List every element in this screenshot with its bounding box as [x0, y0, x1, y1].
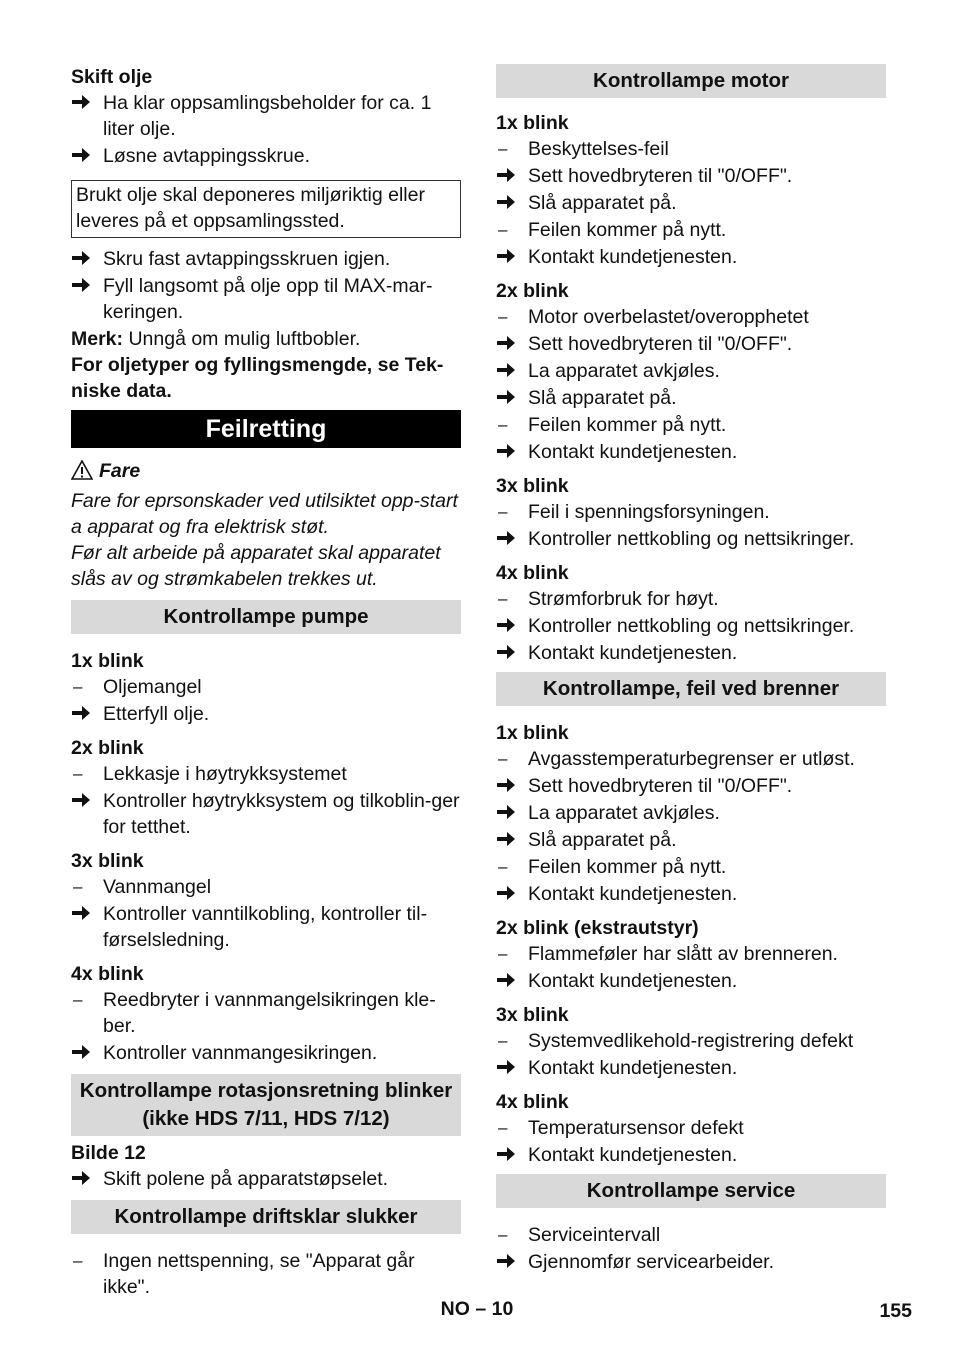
list-item — [496, 941, 886, 967]
ready-section-title: Kontrollampe driftsklar slukker — [71, 1200, 461, 1234]
dash-bullet-icon: – — [498, 1118, 508, 1137]
list-item-text: Kontakt kundetjenesten. — [528, 642, 738, 664]
list-item — [496, 190, 886, 216]
list-item — [496, 217, 886, 243]
list-item-text: Feilen kommer på nytt. — [528, 219, 727, 241]
pump-section-title: Kontrollampe pumpe — [71, 600, 461, 634]
footer-num: 10 — [491, 1298, 514, 1320]
arrow-right-icon — [496, 385, 522, 411]
blink-heading: 3x blink — [71, 850, 144, 872]
dash-bullet-icon: – — [73, 877, 83, 896]
list-item-text: Kontakt kundetjenesten. — [528, 883, 738, 905]
dash-bullet-icon: – — [498, 220, 508, 239]
arrow-right-icon — [496, 1142, 522, 1168]
dash-bullet-icon: – — [498, 139, 508, 158]
list-item-text: Kontroller nettkobling og nettsikringer. — [528, 615, 855, 637]
list-item — [496, 1249, 886, 1275]
list-item — [71, 246, 461, 272]
list-item-text: Temperatursensor defekt — [528, 1117, 744, 1139]
merk-text: Unngå om mulig luftbobler. — [123, 328, 361, 350]
merk-label: Merk: — [71, 328, 124, 350]
arrow-right-icon — [71, 246, 97, 272]
warning-label: Fare — [99, 460, 141, 482]
list-item-text: Feilen kommer på nytt. — [528, 856, 727, 878]
arrow-right-icon — [71, 1166, 97, 1192]
list-item-text: La apparatet avkjøles. — [528, 802, 720, 824]
list-item — [496, 854, 886, 880]
figure-reference: Bilde 12 — [71, 1142, 146, 1164]
dash-bullet-icon: – — [73, 990, 83, 1009]
dash-bullet-icon: – — [498, 502, 508, 521]
footer-label — [0, 1296, 954, 1322]
list-item — [496, 412, 886, 438]
list-item — [71, 273, 461, 325]
list-item-text: Sett hovedbryteren til "0/OFF". — [528, 333, 793, 355]
list-item-text: Sett hovedbryteren til "0/OFF". — [528, 775, 793, 797]
list-item — [496, 613, 886, 639]
arrow-right-icon — [496, 358, 522, 384]
list-item — [496, 358, 886, 384]
list-item — [496, 136, 886, 162]
list-item — [496, 439, 886, 465]
list-item-text: Løsne avtappingsskrue. — [103, 145, 311, 167]
list-item-text: Slå apparatet på. — [528, 192, 677, 214]
arrow-right-icon — [71, 901, 97, 927]
dash-bullet-icon: – — [73, 764, 83, 783]
list-item-text: Feil i spenningsforsyningen. — [528, 501, 770, 523]
merk-line — [71, 326, 461, 352]
arrow-right-icon — [496, 613, 522, 639]
list-item — [496, 1028, 886, 1054]
dash-bullet-icon: – — [498, 944, 508, 963]
list-item-text: Reedbryter i vannmangelsikringen kle-ber. — [103, 989, 436, 1037]
warning-triangle-icon — [71, 460, 93, 480]
list-item — [496, 1142, 886, 1168]
list-item-text: Lekkasje i høytrykksystemet — [103, 763, 347, 785]
list-item — [71, 788, 461, 840]
list-item — [496, 304, 886, 330]
blink-heading: 3x blink — [496, 1004, 569, 1026]
list-item — [496, 773, 886, 799]
list-item-text: Kontroller nettkobling og nettsikringer. — [528, 528, 855, 550]
list-item-text: Slå apparatet på. — [528, 829, 677, 851]
service-section-title: Kontrollampe service — [496, 1174, 886, 1208]
list — [71, 246, 461, 325]
list-item-text: Avgasstemperaturbegrenser er utløst. — [528, 748, 855, 770]
list-item — [496, 1115, 886, 1141]
burner-section-title: Kontrollampe, feil ved brenner — [496, 672, 886, 706]
list-item-text: Kontroller vannmangesikringen. — [103, 1042, 378, 1064]
list-item-text: Kontakt kundetjenesten. — [528, 441, 738, 463]
list-item — [496, 800, 886, 826]
list — [496, 1222, 886, 1275]
dash-bullet-icon: – — [498, 857, 508, 876]
list-item — [71, 1040, 461, 1066]
list-item — [496, 526, 886, 552]
skift-olje-heading: Skift olje — [71, 66, 153, 88]
arrow-right-icon — [496, 244, 522, 270]
page-number: 155 — [879, 1300, 912, 1322]
arrow-right-icon — [496, 526, 522, 552]
list-item — [71, 674, 461, 700]
arrow-right-icon — [496, 1249, 522, 1275]
list-item — [496, 385, 886, 411]
dash-bullet-icon: – — [498, 1031, 508, 1050]
arrow-right-icon — [496, 773, 522, 799]
list-item — [496, 586, 886, 612]
list-item — [496, 640, 886, 666]
left-column — [71, 64, 461, 1301]
list-item-text: Slå apparatet på. — [528, 387, 677, 409]
arrow-right-icon — [496, 881, 522, 907]
list-item — [496, 163, 886, 189]
list-item-text: Gjennomfør servicearbeider. — [528, 1251, 775, 1273]
dash-bullet-icon: – — [73, 677, 83, 696]
list — [71, 90, 461, 169]
list-item-text: Flammeføler har slått av brenneren. — [528, 943, 838, 965]
blink-heading: 4x blink — [496, 562, 569, 584]
list-item-text: Sett hovedbryteren til "0/OFF". — [528, 165, 793, 187]
list — [71, 1248, 461, 1300]
dash-bullet-icon: – — [498, 1225, 508, 1244]
list-item-text: Ha klar oppsamlingsbeholder for ca. 1 liter olje. — [103, 92, 432, 140]
note-box: Brukt olje skal deponeres miljøriktig eller leveres på et oppsamlingssted. — [71, 180, 461, 238]
list-item — [71, 901, 461, 953]
list-item — [496, 1055, 886, 1081]
warning-text: Før alt arbeide på apparatet skal apparatet slås av og strømkabelen trekkes ut. — [71, 542, 441, 590]
motor-section-title: Kontrollampe motor — [496, 64, 886, 98]
arrow-right-icon — [496, 827, 522, 853]
list-item-text: Skru fast avtappingsskruen igjen. — [103, 248, 391, 270]
list-item-text: Serviceintervall — [528, 1224, 661, 1246]
dash-bullet-icon: – — [73, 1251, 83, 1270]
arrow-right-icon — [71, 701, 97, 727]
burner-groups — [496, 720, 886, 1168]
list-item — [496, 881, 886, 907]
arrow-right-icon — [496, 331, 522, 357]
arrow-right-icon — [496, 439, 522, 465]
list-item-text: Beskyttelses-feil — [528, 138, 669, 160]
list-item-text: Kontakt kundetjenesten. — [528, 246, 738, 268]
blink-heading: 3x blink — [496, 475, 569, 497]
list-item-text: Systemvedlikehold-registrering defekt — [528, 1030, 854, 1052]
dash-bullet-icon: – — [498, 589, 508, 608]
dash-bullet-icon: – — [498, 749, 508, 768]
list-item-text: Vannmangel — [103, 876, 212, 898]
pump-groups — [71, 648, 461, 1066]
list-item-text: Oljemangel — [103, 676, 202, 698]
blink-heading: 1x blink — [496, 112, 569, 134]
list-item-text: Fyll langsomt på olje opp til MAX-mar-keringen. — [103, 275, 433, 323]
dash-bullet-icon: – — [498, 415, 508, 434]
list-item — [496, 746, 886, 772]
list-item-text: Feilen kommer på nytt. — [528, 414, 727, 436]
list-item — [71, 1248, 461, 1300]
arrow-right-icon — [496, 640, 522, 666]
list — [71, 1166, 461, 1192]
list-item-text: Kontakt kundetjenesten. — [528, 1144, 738, 1166]
list-item — [496, 244, 886, 270]
arrow-right-icon — [71, 1040, 97, 1066]
blink-heading: 2x blink — [496, 280, 569, 302]
list-item-text: Kontakt kundetjenesten. — [528, 970, 738, 992]
list-item — [496, 968, 886, 994]
list-item-text: Kontakt kundetjenesten. — [528, 1057, 738, 1079]
rotation-section-title: Kontrollampe rotasjonsretning blinker (ikke HDS 7/11, HDS 7/12) — [71, 1074, 461, 1136]
blink-heading: 2x blink (ekstrautstyr) — [496, 917, 699, 939]
arrow-right-icon — [496, 190, 522, 216]
footer-lang: NO — [440, 1298, 470, 1320]
oil-types-note: For oljetyper og fyllingsmengde, se Tek-niske data. — [71, 354, 444, 402]
list-item-text: Skift polene på apparatstøpselet. — [103, 1168, 389, 1190]
arrow-right-icon — [71, 90, 97, 116]
motor-groups — [496, 110, 886, 666]
right-column — [496, 64, 886, 1276]
arrow-right-icon — [71, 273, 97, 299]
list-item-text: Etterfyll olje. — [103, 703, 210, 725]
arrow-right-icon — [71, 788, 97, 814]
list-item — [496, 1222, 886, 1248]
blink-heading: 2x blink — [71, 737, 144, 759]
list-item-text: Kontroller høytrykksystem og tilkoblin-ger for tetthet. — [103, 790, 460, 838]
blink-heading: 1x blink — [496, 722, 569, 744]
list-item — [71, 761, 461, 787]
arrow-right-icon — [496, 163, 522, 189]
blink-heading: 1x blink — [71, 650, 144, 672]
arrow-right-icon — [496, 968, 522, 994]
section-title: Feilretting — [71, 410, 461, 448]
arrow-right-icon — [496, 1055, 522, 1081]
list-item — [71, 143, 461, 169]
list-item-text: Strømforbruk for høyt. — [528, 588, 719, 610]
warning-text: Fare for eprsonskader ved utilsiktet opp-start a apparat og fra elektrisk støt. — [71, 490, 458, 538]
list-item-text: Ingen nettspenning, se "Apparat går ikke". — [103, 1250, 415, 1298]
list-item — [496, 827, 886, 853]
list-item — [71, 874, 461, 900]
blink-heading: 4x blink — [496, 1091, 569, 1113]
list-item-text: Motor overbelastet/overopphetet — [528, 306, 809, 328]
list-item — [496, 331, 886, 357]
list-item — [496, 499, 886, 525]
list-item-text: La apparatet avkjøles. — [528, 360, 720, 382]
list-item-text: Kontroller vanntilkobling, kontroller til-førselsledning. — [103, 903, 428, 951]
blink-heading: 4x blink — [71, 963, 144, 985]
footer-sep: – — [469, 1298, 492, 1320]
list-item — [71, 1166, 461, 1192]
list-item — [71, 987, 461, 1039]
warning-heading — [71, 458, 461, 484]
arrow-right-icon — [496, 800, 522, 826]
list-item — [71, 90, 461, 142]
dash-bullet-icon: – — [498, 307, 508, 326]
list-item — [71, 701, 461, 727]
arrow-right-icon — [71, 143, 97, 169]
